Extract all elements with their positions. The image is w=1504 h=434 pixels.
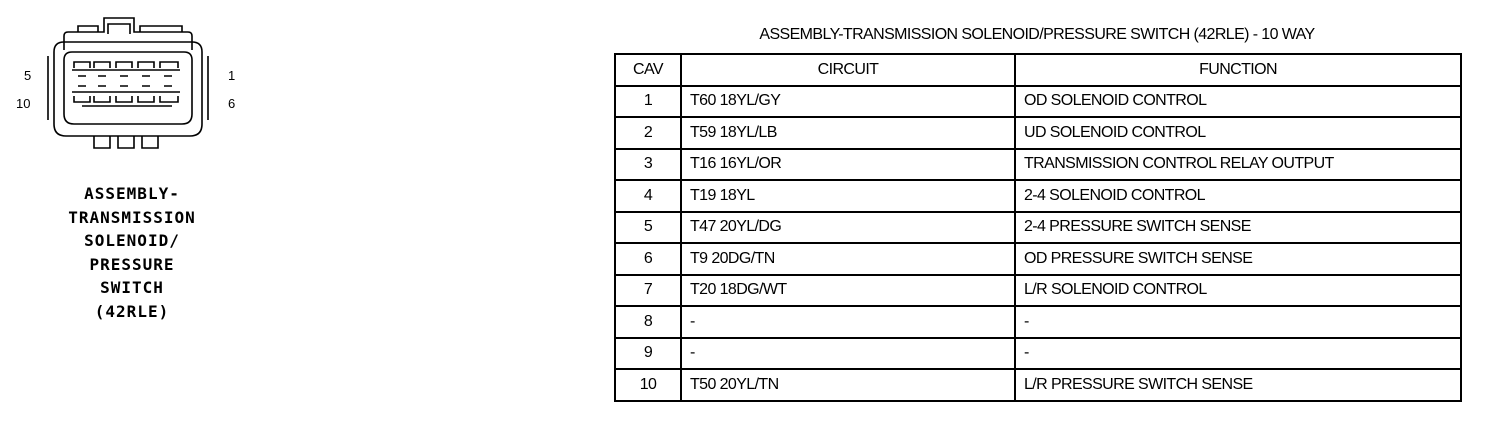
circuit-cell: T9 20DG/TN bbox=[681, 243, 1015, 275]
pin-label-6: 6 bbox=[228, 96, 236, 111]
function-cell: L/R SOLENOID CONTROL bbox=[1015, 275, 1461, 307]
function-cell: TRANSMISSION CONTROL RELAY OUTPUT bbox=[1015, 149, 1461, 181]
circuit-cell: T19 18YL bbox=[681, 180, 1015, 212]
cav-cell: 2 bbox=[615, 117, 681, 149]
connector-diagram bbox=[12, 12, 252, 162]
caption-line: TRANSMISSION bbox=[68, 207, 196, 227]
function-cell: - bbox=[1015, 306, 1461, 338]
circuit-cell: T20 18DG/WT bbox=[681, 275, 1015, 307]
circuit-cell: T60 18YL/GY bbox=[681, 86, 1015, 118]
caption-line: SOLENOID/ bbox=[84, 231, 180, 250]
function-cell: 2-4 SOLENOID CONTROL bbox=[1015, 180, 1461, 212]
caption-line: ASSEMBLY- bbox=[84, 184, 180, 203]
caption-line: PRESSURE bbox=[89, 254, 175, 274]
header-cav: CAV bbox=[615, 54, 681, 86]
function-cell: OD SOLENOID CONTROL bbox=[1015, 86, 1461, 118]
function-cell: UD SOLENOID CONTROL bbox=[1015, 117, 1461, 149]
circuit-cell: T50 20YL/TN bbox=[681, 369, 1015, 401]
circuit-cell: - bbox=[681, 338, 1015, 370]
table-row bbox=[615, 369, 1461, 401]
cav-cell: 9 bbox=[615, 338, 681, 370]
table-title: ASSEMBLY-TRANSMISSION SOLENOID/PRESSURE SWITCH (42RLE) - 10 WAY bbox=[759, 26, 1315, 43]
pin-label-10: 10 bbox=[16, 96, 31, 111]
table-row bbox=[615, 86, 1461, 118]
table-header-row bbox=[615, 54, 1461, 86]
cav-cell: 7 bbox=[615, 275, 681, 307]
circuit-cell: T59 18YL/LB bbox=[681, 117, 1015, 149]
function-cell: 2-4 PRESSURE SWITCH SENSE bbox=[1015, 212, 1461, 244]
pinout-table bbox=[614, 53, 1462, 402]
cav-cell: 10 bbox=[615, 369, 681, 401]
cav-cell: 3 bbox=[615, 149, 681, 181]
table-row bbox=[615, 306, 1461, 338]
table-row bbox=[615, 243, 1461, 275]
circuit-cell: T47 20YL/DG bbox=[681, 212, 1015, 244]
circuit-cell: - bbox=[681, 306, 1015, 338]
connector-caption bbox=[40, 182, 224, 323]
caption-line: SWITCH bbox=[100, 278, 164, 297]
pin-label-5: 5 bbox=[24, 68, 32, 83]
cav-cell: 4 bbox=[615, 180, 681, 212]
table-row bbox=[615, 180, 1461, 212]
cav-cell: 8 bbox=[615, 306, 681, 338]
table-row bbox=[615, 149, 1461, 181]
function-cell: OD PRESSURE SWITCH SENSE bbox=[1015, 243, 1461, 275]
function-cell: L/R PRESSURE SWITCH SENSE bbox=[1015, 369, 1461, 401]
header-circuit: CIRCUIT bbox=[681, 54, 1015, 86]
caption-line: (42RLE) bbox=[94, 301, 170, 321]
circuit-cell: T16 16YL/OR bbox=[681, 149, 1015, 181]
header-function: FUNCTION bbox=[1015, 54, 1461, 86]
cav-cell: 5 bbox=[615, 212, 681, 244]
cav-cell: 6 bbox=[615, 243, 681, 275]
cav-cell: 1 bbox=[615, 86, 681, 118]
table-row bbox=[615, 338, 1461, 370]
table-row bbox=[615, 275, 1461, 307]
pin-label-1: 1 bbox=[228, 68, 236, 83]
connector-face-icon bbox=[12, 12, 252, 162]
table-row bbox=[615, 117, 1461, 149]
function-cell: - bbox=[1015, 338, 1461, 370]
table-row bbox=[615, 212, 1461, 244]
